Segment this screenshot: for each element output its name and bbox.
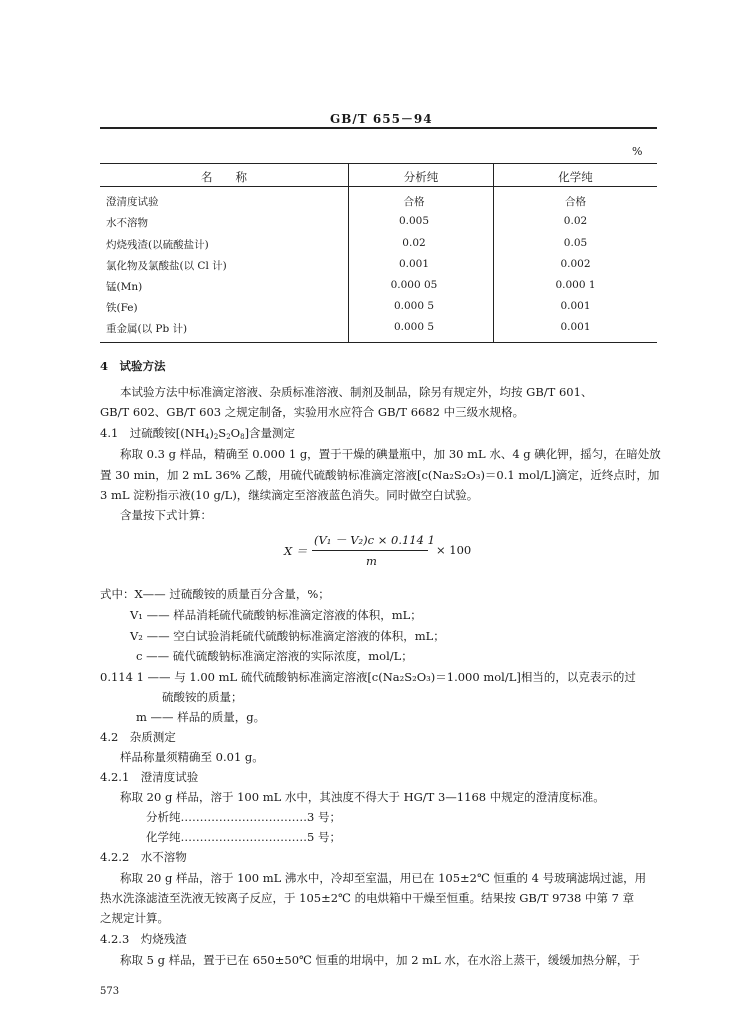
grade-cp-line: 化学纯……………………………5 号； (146, 830, 341, 844)
where-x: 式中：X—— 过硫酸铵的质量百分含量，%； (100, 587, 330, 601)
section-4-intro-line-2: GB/T 602、GB/T 603 之规定制备，实验用水应符合 GB/T 6682 中三级水规格。 (100, 405, 525, 419)
table-cell-cp: 0.02 (563, 215, 588, 227)
calc-intro: 含量按下式计算： (120, 508, 212, 522)
table-cell-name: 水不溶物 (106, 217, 148, 229)
table-header-rule (100, 186, 657, 187)
table-col-divider-1 (348, 163, 349, 343)
section-4-heading: 4 试验方法 (100, 359, 166, 373)
table-cell-cp: 0.000 1 (555, 279, 596, 291)
table-cell-cp: 0.001 (560, 321, 591, 333)
table-cell-ar: 合格 (403, 196, 425, 208)
section-4-2-1-para: 称取 20 g 样品，溶于 100 mL 水中，其浊度不得大于 HG/T 3—1168 中规定的澄清度标准。 (120, 790, 605, 804)
table-cell-name: 氯化物及氯酸盐(以 Cl 计) (106, 260, 227, 272)
section-4-1-para-line-1: 称取 0.3 g 样品，精确至 0.000 1 g，置于干燥的碘量瓶中，加 30 mL 水、4 g 碘化钾，摇匀，在暗处放 (120, 447, 661, 461)
table-unit: % (632, 145, 643, 158)
page-number: 573 (100, 986, 120, 997)
table-cell-name: 灼烧残渣(以硫酸盐计) (106, 239, 209, 251)
section-4-1-para-line-3: 3 mL 淀粉指示液(10 g/L)，继续滴定至溶液蓝色消失。同时做空白试验。 (100, 488, 479, 502)
table-header-cp: 化学纯 (558, 170, 593, 184)
where-factor-cont: 硫酸铵的质量； (162, 690, 243, 704)
section-4-2-2-para-line-1: 称取 20 g 样品，溶于 100 mL 沸水中，冷却至室温，用已在 105±2℃ 恒重的 4 号玻璃滤埚过滤，用 (120, 871, 647, 885)
section-4-2-2-para-line-3: 之规定计算。 (100, 911, 169, 925)
where-c: c —— 硫代硫酸钠标准滴定溶液的实际浓度，mol/L； (136, 649, 413, 663)
table-cell-cp: 0.001 (560, 300, 591, 312)
table-cell-name: 澄清度试验 (106, 196, 159, 208)
formula-numerator: (V₁ － V₂)c × 0.114 1 (314, 533, 435, 547)
section-4-2-2-para-line-2: 热水洗涤滤渣至洗液无铵离子反应，于 105±2℃ 的电烘箱中干燥至恒重。结果按 GB/T 9738 中第 7 章 (100, 891, 635, 905)
table-cell-cp: 合格 (565, 196, 586, 208)
section-4-2-heading: 4.2 杂质测定 (100, 730, 176, 744)
table-cell-cp: 0.002 (560, 258, 591, 270)
header-rule (100, 127, 657, 129)
table-header-ar: 分析纯 (403, 170, 439, 184)
section-4-intro-line-1: 本试验方法中标准滴定溶液、杂质标准溶液、制剂及制品，除另有规定外，均按 GB/T 601、 (120, 385, 593, 399)
grade-ar-line: 分析纯……………………………3 号； (146, 810, 341, 824)
section-4-2-para: 样品称量须精确至 0.01 g。 (120, 750, 264, 764)
where-v2: V₂ —— 空白试验消耗硫代硫酸钠标准滴定溶液的体积，mL； (130, 629, 445, 643)
section-4-2-3-heading: 4.2.3 灼烧残渣 (100, 932, 187, 946)
section-4-2-1-heading: 4.2.1 澄清度试验 (100, 770, 199, 784)
table-cell-ar: 0.000 05 (390, 279, 438, 291)
where-factor: 0.114 1 —— 与 1.00 mL 硫代硫酸钠标准滴定溶液[c(Na₂S₂O₃)＝1.000 mol/L]相当的，以克表示的过 (100, 670, 636, 684)
formula-denominator: m (366, 554, 377, 568)
table-cell-ar: 0.001 (398, 258, 430, 270)
table-cell-name: 重金属(以 Pb 计) (106, 323, 188, 335)
section-4-2-2-heading: 4.2.2 水不溶物 (100, 850, 187, 864)
standard-code: GB/T 655－94 (330, 112, 433, 126)
table-bottom-rule (100, 342, 657, 343)
table-cell-ar: 0.000 5 (393, 321, 435, 333)
table-cell-name: 铁(Fe) (106, 302, 138, 314)
table-cell-ar: 0.005 (398, 215, 430, 227)
where-v1: V₁ —— 样品消耗硫代硫酸钠标准滴定溶液的体积，mL； (130, 608, 422, 622)
table-cell-cp: 0.05 (563, 237, 588, 249)
section-4-1-heading: 4.1 过硫酸铵$[(NH_4)_2S_2O_8]$含量测定 (100, 426, 296, 441)
section-4-1-para-line-2: 置 30 min，加 2 mL 36% 乙酸，用硫代硫酸钠标准滴定溶液[c(Na₂S₂O₃)＝0.1 mol/L]滴定，近终点时，加 (100, 468, 660, 482)
formula-lhs: X ＝ (284, 544, 308, 558)
section-4-2-3-para-line-1: 称取 5 g 样品，置于已在 650±50℃ 恒重的坩埚中，加 2 mL 水，在水浴上蒸干，缓缓加热分解，于 (120, 953, 640, 967)
table-header-name: 名 称 (201, 170, 247, 184)
table-cell-ar: 0.000 5 (393, 300, 435, 312)
table-top-rule (100, 163, 657, 164)
table-cell-ar: 0.02 (402, 237, 426, 249)
fraction-bar (312, 550, 428, 551)
table-cell-name: 锰(Mn) (106, 281, 143, 293)
table-col-divider-2 (493, 163, 494, 343)
where-m: m —— 样品的质量，g。 (136, 710, 266, 724)
formula-rhs: × 100 (436, 543, 472, 557)
